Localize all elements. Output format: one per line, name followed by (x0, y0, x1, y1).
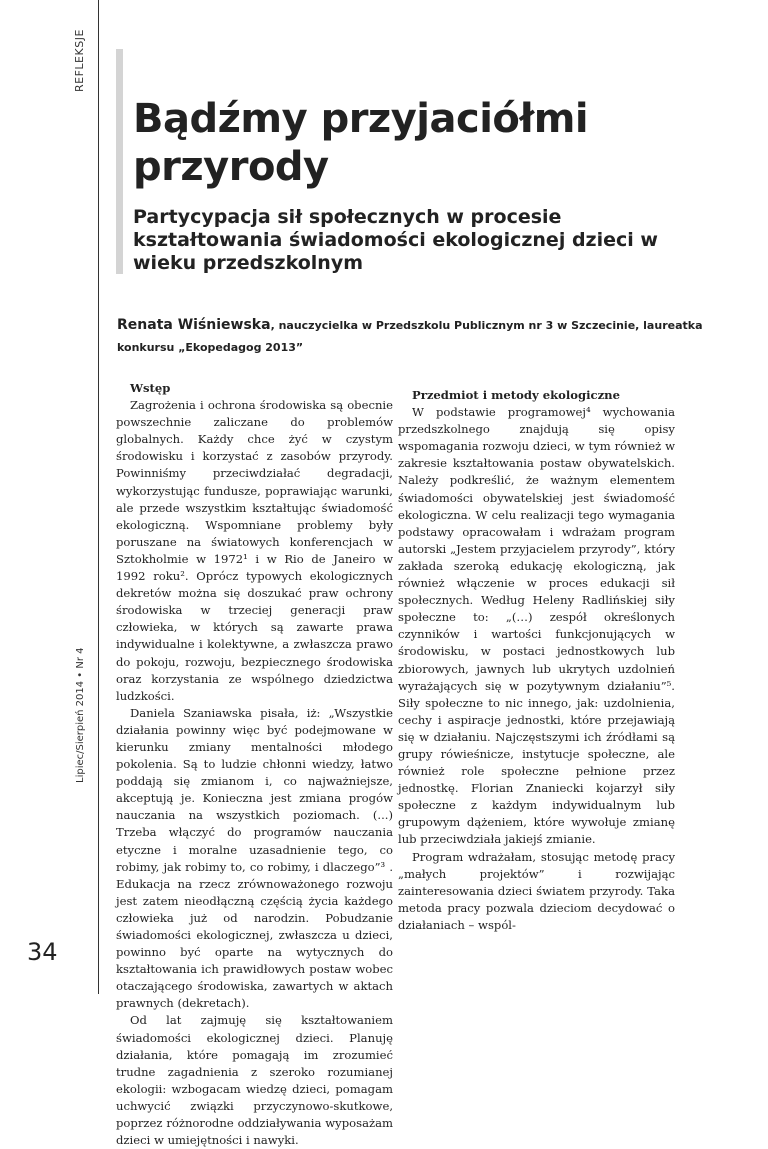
author-affiliation: , nauczycielka w Przedszkolu Publicznym nr 3 w Szczecinie, laureatka konkursu „Ekopedagog 2013” (117, 319, 703, 354)
author-name: Renata Wiśniewska (117, 317, 271, 333)
margin-rule (98, 0, 99, 994)
intro-heading: Wstęp (130, 381, 171, 395)
column-right (398, 370, 675, 934)
section-label: REFLEKSJE (73, 29, 86, 92)
section-heading: Przedmiot i metody ekologiczne (412, 388, 620, 402)
issue-label: Lipiec/Sierpień 2014 • Nr 4 (75, 647, 86, 783)
paragraph: Od lat zajmuję się kształtowaniem świadomości ekologicznej dzieci. Planuję działania, które pomagają im zrozumieć trudne zagadnienia z szeroko rozumianej ekologii: wzbogacam wiedzę dzieci, pomagam uchwycić związki przyczynowo-skutkowe, poprzez różnorodne oddziaływania wyposażam dzieci w umiejętności i nawyki. (116, 1013, 393, 1148)
paragraph: W podstawie programowej⁴ wychowania przedszkolnego znajdują się opisy wspomagania rozwoju dzieci, w tym również w zakresie kształtowania postaw obywatelskich. Należy podkreślić, że ważnym elementem świadomości obywatelskiej jest świadomość ekologiczna. W celu realizacji tego wymagania podstawy opracowałam i wdrażam program autorski „Jestem przyjacielem przyrody”, który zakłada szeroką edukację ekologiczną, jak również włączenie w proces edukacji sił społecznych. Według Heleny Radlińskiej siły społeczne to: „(…) zespół określonych czynników i wartości funkcjonujących w środowisku, w postaci jednostkowych lub zbiorowych, jawnych lub ukrytych uzdolnień wyrażających się w pozytywnym działaniu”⁵. Siły społeczne to nic innego, jak: uzdolnienia, cechy i aspiracje jednostki, które przejawiają się w działaniu. Najczęstszymi ich źródłami są grupy rówieśnicze, instytucje społeczne, ale również role społeczne pełnione przez jednostkę. Florian Znaniecki kojarzył siły społeczne z każdym indywidualnym lub grupowym dążeniem, które wywołuje zmianę lub przeciwdziała jakiejś zmianie. (398, 405, 675, 847)
article-subtitle: Partycypacja sił społecznych w procesie kształtowania świadomości ekologicznej dzieci w wieku przedszkolnym (133, 206, 658, 274)
article-title: Bądźmy przyjaciółmi przyrody (133, 96, 589, 190)
column-left (116, 380, 393, 1149)
byline (117, 314, 717, 359)
paragraph: Daniela Szaniawska pisała, iż: „Wszystkie działania powinny więc być podejmowane w kierunku zmiany mentalności młodego pokolenia. Są to ludzie chłonni wiedzy, łatwo poddają się zmianom i, co najważniejsze, akceptują je. Konieczna jest zmiana progów nauczania na wszystkich poziomach. (...) Trzeba włączyć do programów nauczania etyczne i moralne uzasadnienie tego, co robimy, jak robimy to, co robimy, i dlaczego”³ . Edukacja na rzecz zrównoważonego rozwoju jest zatem nieodłączną częścią życia każdego człowieka już od narodzin. Pobudzanie świadomości ekologicznej, zwłaszcza u dzieci, powinno być oparte na wytycznych do kształtowania ich prawidłowych postaw wobec otaczającego środowiska, zawartych w aktach prawnych (dekretach). (116, 705, 393, 1011)
paragraph: Program wdrażałam, stosując metodę pracy „małych projektów” i rozwijając zainteresowania dzieci światem przyrody. Taka metoda pracy pozwala dzieciom decydować o działaniach – wspól- (398, 849, 675, 932)
paragraph: Zagrożenia i ochrona środowiska są obecnie powszechnie zaliczane do problemów globalnych. Każdy chce żyć w czystym środowisku i korzystać z zasobów przyrody. Powinniśmy przeciwdziałać degradacji, wykorzystując fundusze, poprawiając warunki, ale przede wszystkim kształtując świadomość ekologiczną. Wspomniane problemy były poruszane na światowych konferencjach w Sztokholmie w 1972¹ i w Rio de Janeiro w 1992 roku². Oprócz typowych ekologicznych dekretów można się doszukać praw ochrony środowiska w trzeciej generacji praw człowieka, w których są zawarte prawa indywidualne i kolektywne, a zwłaszcza prawo do pokoju, rozwoju, bezpiecznego środowiska oraz korzystania ze wspólnego dziedzictwa ludzkości. (116, 398, 393, 703)
spacer (398, 370, 675, 387)
page-number: 34 (27, 938, 58, 966)
title-accent-bar (116, 49, 123, 274)
